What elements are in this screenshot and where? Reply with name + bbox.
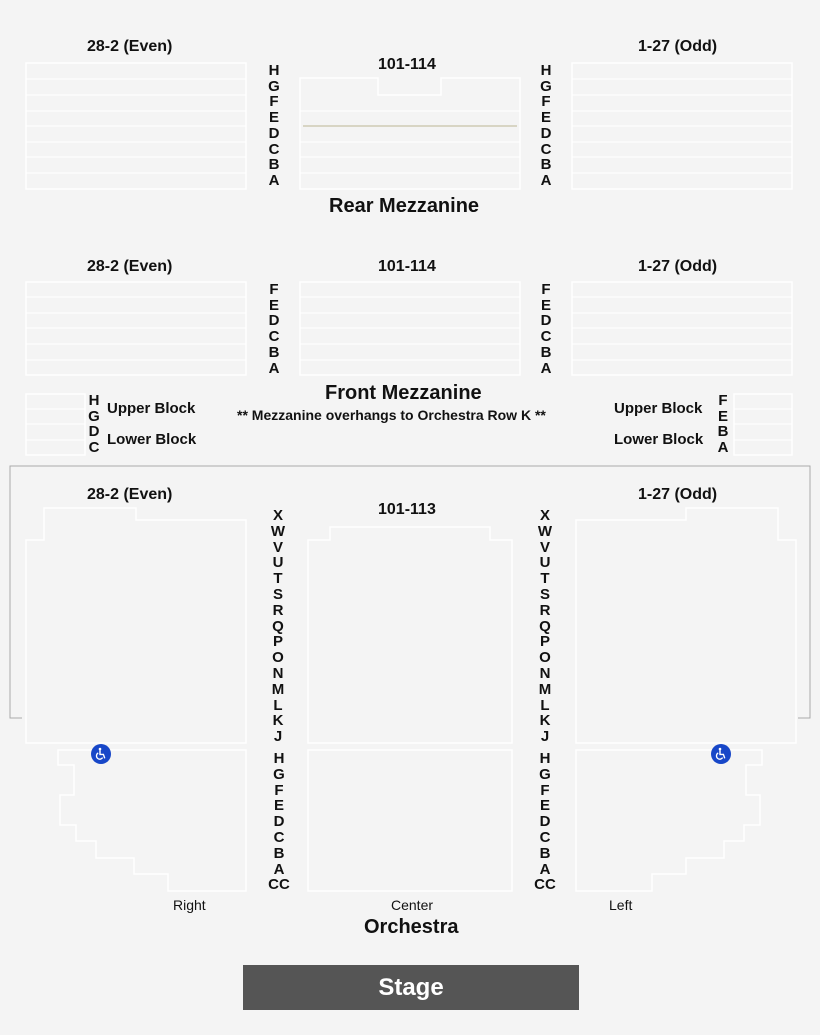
orch-left-lower-section — [58, 750, 246, 891]
front-mezz-right-header: 1-27 (Odd) — [638, 258, 718, 275]
orch-right-label: Right — [173, 897, 206, 913]
rear-mezz-left-header: 28-2 (Even) — [87, 38, 173, 55]
rear-mezz-row-labels-left: H G F E D C B A — [268, 62, 280, 189]
stage: Stage — [243, 965, 579, 1010]
front-mezz-row-labels-right: F E D C B A — [540, 281, 552, 377]
box-right-row-labels: F E B A — [717, 392, 729, 457]
orch-left-header: 28-2 (Even) — [87, 486, 173, 503]
orchestra-title: Orchestra — [364, 916, 459, 938]
front-mezz-center-header: 101-114 — [378, 258, 436, 275]
front-mezz-left-header: 28-2 (Even) — [87, 258, 173, 275]
orch-center-lower-section — [308, 750, 512, 891]
rear-mezzanine-title: Rear Mezzanine — [329, 195, 480, 217]
front-mezz-row-labels-left: F E D C B A — [268, 281, 280, 377]
wheelchair-icon — [91, 744, 111, 764]
orch-left-upper-section — [26, 508, 246, 743]
orch-right-header: 1-27 (Odd) — [638, 486, 718, 503]
box-left-upper-label: Upper Block — [107, 400, 196, 417]
orch-row-labels-right-upper: X W V U T S R Q P O N M L K J — [537, 507, 553, 746]
rear-mezz-row-labels-right: H G F E D C B A — [540, 62, 552, 189]
box-left-lower-label: Lower Block — [107, 431, 197, 448]
box-right-lower-label: Lower Block — [614, 431, 704, 448]
overhang-note: ** Mezzanine overhangs to Orchestra Row K ** — [237, 407, 546, 423]
box-right-upper-label: Upper Block — [614, 400, 703, 417]
orch-left-label: Left — [609, 897, 633, 913]
orch-center-label: Center — [391, 897, 434, 913]
orch-row-labels-right-lower: H G F E D C B A CC — [534, 750, 556, 894]
orch-row-labels-left-lower: H G F E D C B A CC — [268, 750, 290, 894]
box-left-row-labels: H G D C — [88, 392, 100, 457]
orch-row-labels-left-upper: X W V U T S R Q P O N M L K J — [270, 507, 286, 746]
rear-mezz-right-header: 1-27 (Odd) — [638, 38, 718, 55]
orch-right-upper-section — [576, 508, 796, 743]
orch-right-lower-section — [576, 750, 762, 891]
wheelchair-icon — [711, 744, 731, 764]
orch-center-upper-section — [308, 527, 512, 743]
front-mezzanine-title: Front Mezzanine — [325, 382, 482, 404]
rear-mezz-center-header: 101-114 — [378, 56, 436, 73]
orch-center-header: 101-113 — [378, 501, 436, 518]
rear-mezz-center-section — [300, 78, 520, 189]
